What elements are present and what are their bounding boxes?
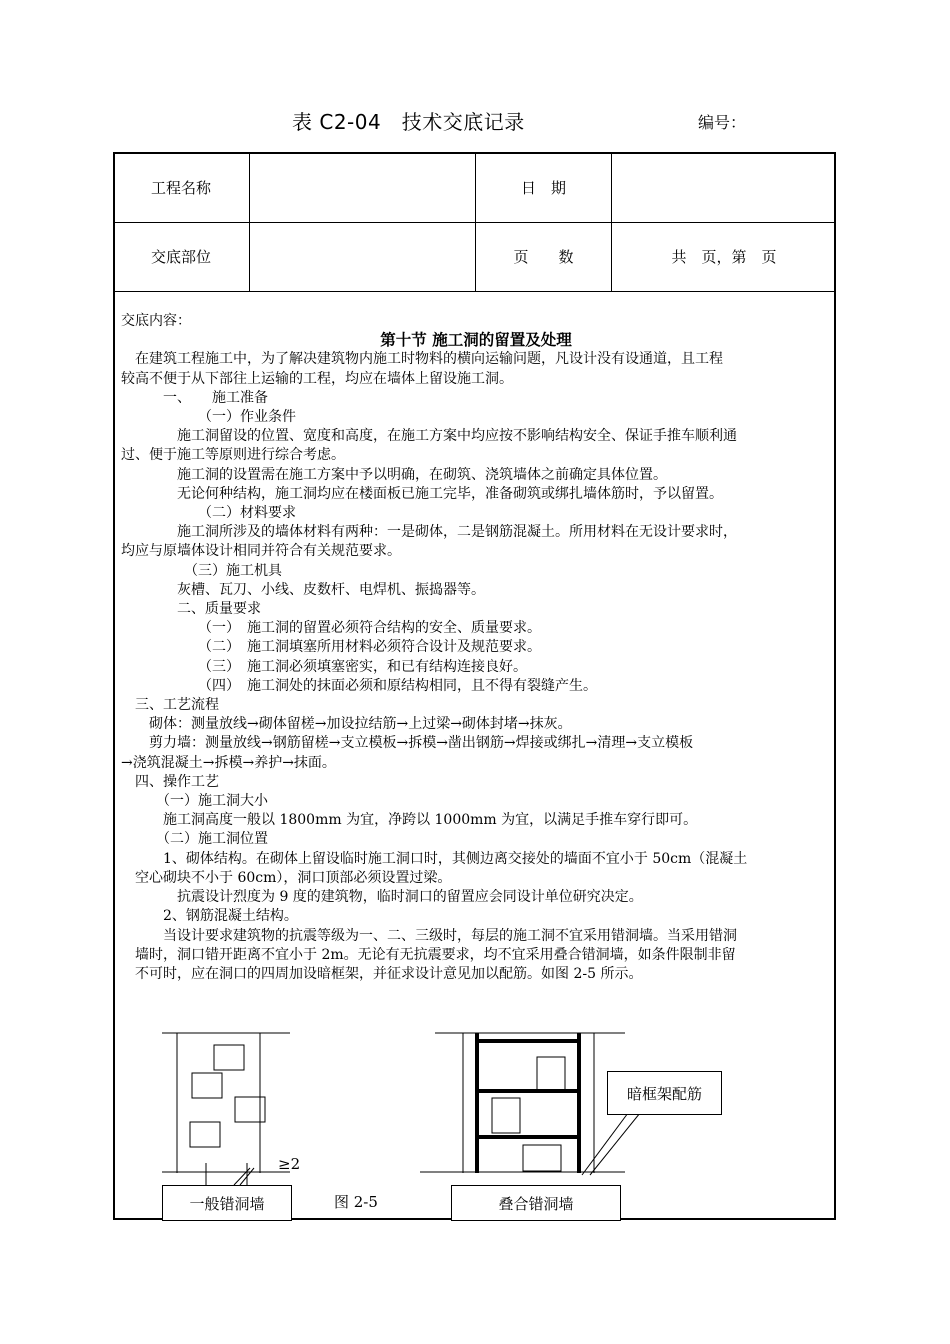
content-line: 在建筑工程施工中，为了解决建筑物内施工时物料的横向运输问题，凡设计没有设通道，且工程: [121, 351, 723, 368]
right-figure-label: 叠合错洞墙: [451, 1185, 621, 1221]
content-line: 四、操作工艺: [121, 773, 219, 790]
table-row-divider: [113, 291, 836, 292]
dimension-label: ≥2: [278, 1155, 301, 1173]
section-title: 第十节 施工洞的留置及处理: [380, 331, 572, 350]
document-title: 表 C2-04 技术交底记录: [292, 110, 525, 134]
content-line: （二） 施工洞填塞所用材料必须符合设计及规范要求。: [121, 639, 541, 656]
content-line: 1、砌体结构。在砌体上留设临时施工洞口时，其侧边离交接处的墙面不宜小于 50cm（混凝土: [121, 850, 748, 867]
figure-caption: 图 2-5: [334, 1193, 378, 1211]
content-line: 剪力墙：测量放线→钢筋留槎→支立模板→拆模→凿出钢筋→焊接或绑扎→清理→支立模板: [121, 735, 694, 752]
content-line: 不可时，应在洞口的四周加设暗框架，并征求设计意见加以配筋。如图 2-5 所示。: [121, 965, 643, 982]
content-line: 施工洞所涉及的墙体材料有两种：一是砌体，二是钢筋混凝土。所用材料在无设计要求时，: [121, 524, 737, 541]
content-lines: [121, 350, 831, 984]
callout-label: 暗框架配筋: [607, 1071, 722, 1115]
content-line: 砌体：测量放线→砌体留槎→加设拉结筋→上过梁→砌体封堵→抹灰。: [121, 716, 572, 733]
content-line: 三、工艺流程: [121, 697, 219, 714]
right-wall-opening: [492, 1098, 520, 1133]
date-label: 日 期: [520, 178, 566, 197]
content-line: 施工洞留设的位置、宽度和高度，在施工方案中均应按不影响结构安全、保证手推车顺利通: [121, 428, 737, 445]
content-line: （一） 施工洞的留置必须符合结构的安全、质量要求。: [121, 620, 541, 637]
content-line: 2、钢筋混凝土结构。: [121, 908, 298, 925]
section-field[interactable]: [250, 222, 475, 291]
content-line: 当设计要求建筑物的抗震等级为一、二、三级时，每层的施工洞不宜采用错洞墙。当采用错洞: [121, 927, 737, 944]
left-wall-opening: [214, 1045, 244, 1070]
content-line: 施工洞的设置需在施工方案中予以明确，在砌筑、浇筑墙体之前确定具体位置。: [121, 466, 667, 483]
pages-value: 共 页，第 页: [671, 248, 777, 266]
pages-label: 页 数: [513, 248, 574, 266]
project-name-field[interactable]: [250, 152, 475, 222]
content-line: （一）作业条件: [121, 409, 296, 426]
callout-pointer: [582, 1113, 628, 1175]
right-wall-opening: [537, 1057, 565, 1090]
content-line: 墙时，洞口错开距离不宜小于 2m。无论有无抗震要求，均不宜采用叠合错洞墙，如条件限制非留: [121, 946, 736, 963]
left-wall-opening: [190, 1122, 220, 1147]
content-line: （三） 施工洞必须填塞密实，和已有结构连接良好。: [121, 658, 527, 675]
content-body: [121, 312, 831, 984]
right-wall-opening: [523, 1145, 561, 1171]
content-line: （二）材料要求: [121, 505, 296, 522]
content-line: 灰槽、瓦刀、小线、皮数杆、电焊机、振捣器等。: [121, 581, 485, 598]
content-line: →浇筑混凝土→拆模→养护→抹面。: [121, 754, 336, 771]
project-name-label: 工程名称: [150, 178, 211, 197]
date-field[interactable]: [612, 152, 836, 222]
left-wall-opening: [192, 1073, 222, 1098]
content-line: 二、质量要求: [121, 601, 261, 618]
content-line: （四） 施工洞处的抹面必须和原结构相同，且不得有裂缝产生。: [121, 677, 597, 694]
content-line: 较高不便于从下部往上运输的工程，均应在墙体上留设施工洞。: [121, 370, 513, 387]
left-figure-label: 一般错洞墙: [162, 1185, 292, 1221]
section-label: 交底部位: [150, 248, 211, 266]
content-line: 过、便于施工等原则进行综合考虑。: [121, 447, 345, 464]
content-line: （二）施工洞位置: [121, 831, 268, 848]
content-line: 均应与原墙体设计相同并符合有关规范要求。: [121, 543, 401, 560]
content-line: 抗震设计烈度为 9 度的建筑物，临时洞口的留置应会同设计单位研究决定。: [121, 889, 643, 906]
content-line: 空心砌块不小于 60cm），洞口顶部必须设置过梁。: [121, 869, 452, 886]
content-line: 无论何种结构，施工洞均应在楼面板已施工完毕，准备砌筑或绑扎墙体筋时，予以留置。: [121, 485, 723, 502]
callout-pointer: [590, 1113, 640, 1175]
serial-number-label: 编号：: [698, 113, 747, 132]
content-line: 施工洞高度一般以 1800mm 为宜，净跨以 1000mm 为宜，以满足手推车穿行即可。: [121, 812, 698, 829]
content-intro-label: 交底内容：: [121, 313, 191, 329]
content-line: （一）施工洞大小: [121, 793, 268, 810]
content-line: （三）施工机具: [121, 562, 282, 579]
content-line: 一、 施工准备: [121, 389, 268, 406]
